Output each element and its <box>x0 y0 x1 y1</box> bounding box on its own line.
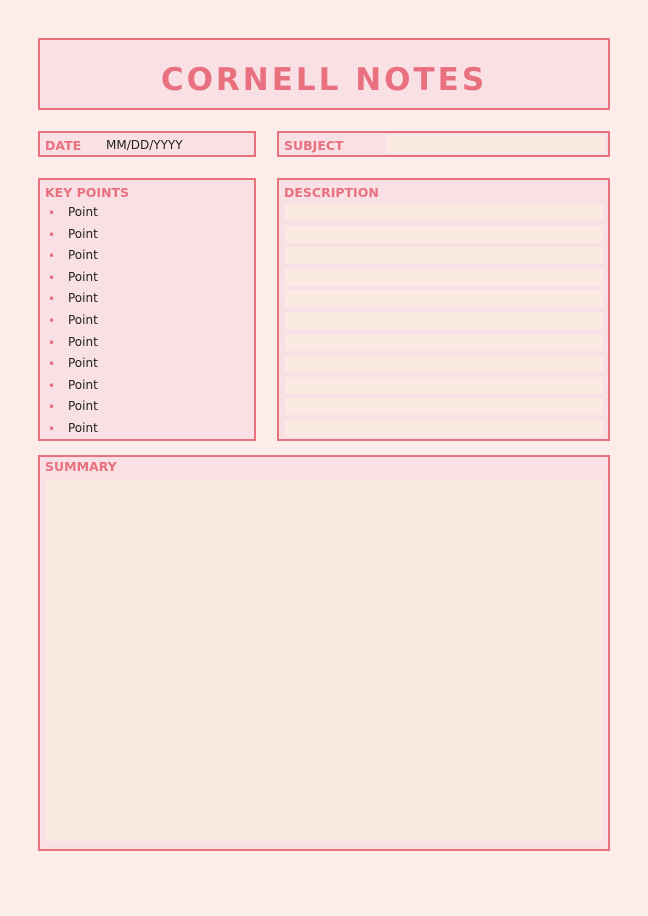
key-point-text: Point <box>68 377 98 392</box>
bullet-icon: • <box>48 422 56 436</box>
bullet-icon: • <box>48 227 56 242</box>
date-label: DATE <box>45 138 82 153</box>
key-point-item[interactable] <box>40 398 254 418</box>
description-label: DESCRIPTION <box>284 185 379 200</box>
key-point-text: Point <box>68 399 98 414</box>
key-point-text: Point <box>68 205 98 219</box>
subject-panel <box>277 131 610 157</box>
summary-field[interactable] <box>46 480 602 841</box>
key-point-item[interactable] <box>40 420 254 440</box>
summary-panel <box>38 455 610 851</box>
description-line[interactable] <box>285 247 603 264</box>
description-line[interactable] <box>285 398 603 415</box>
key-points-label: KEY POINTS <box>45 185 130 200</box>
description-line[interactable] <box>285 355 603 372</box>
key-point-text: Point <box>68 421 98 435</box>
description-line[interactable] <box>285 377 603 394</box>
date-panel <box>38 131 256 157</box>
description-panel <box>277 178 610 441</box>
key-point-item[interactable] <box>40 312 254 332</box>
key-point-item[interactable] <box>40 226 254 246</box>
key-point-text: Point <box>68 248 98 263</box>
bullet-icon: • <box>48 400 56 415</box>
description-line[interactable] <box>285 269 603 286</box>
page-title: CORNELL NOTES <box>160 62 488 98</box>
key-point-text: Point <box>68 313 98 327</box>
key-point-item[interactable] <box>40 204 254 224</box>
bullet-icon: • <box>48 249 56 264</box>
bullet-icon: • <box>48 335 56 350</box>
date-field[interactable]: MM/DD/YYYY <box>106 138 183 152</box>
key-point-item[interactable] <box>40 355 254 375</box>
key-point-text: Point <box>68 291 98 306</box>
description-line[interactable] <box>285 204 603 221</box>
key-point-text: Point <box>68 226 98 241</box>
subject-field[interactable] <box>386 135 605 153</box>
description-line[interactable] <box>285 420 603 437</box>
summary-label: SUMMARY <box>45 459 117 474</box>
key-point-item[interactable] <box>40 290 254 310</box>
description-line[interactable] <box>285 312 603 329</box>
key-point-item[interactable] <box>40 334 254 354</box>
description-line[interactable] <box>285 226 603 243</box>
bullet-icon: • <box>48 292 56 307</box>
subject-label: SUBJECT <box>284 138 344 153</box>
bullet-icon: • <box>48 357 56 372</box>
key-point-item[interactable] <box>40 247 254 267</box>
key-point-text: Point <box>68 269 98 284</box>
bullet-icon: • <box>48 378 56 393</box>
key-point-item[interactable] <box>40 269 254 289</box>
description-line[interactable] <box>285 290 603 307</box>
key-point-text: Point <box>68 356 98 371</box>
bullet-icon: • <box>48 270 56 285</box>
title-panel <box>38 38 610 110</box>
bullet-icon: • <box>48 206 56 220</box>
key-points-panel <box>38 178 256 441</box>
bullet-icon: • <box>48 314 56 328</box>
key-point-text: Point <box>68 334 98 349</box>
description-line[interactable] <box>285 334 603 351</box>
key-point-item[interactable] <box>40 377 254 397</box>
